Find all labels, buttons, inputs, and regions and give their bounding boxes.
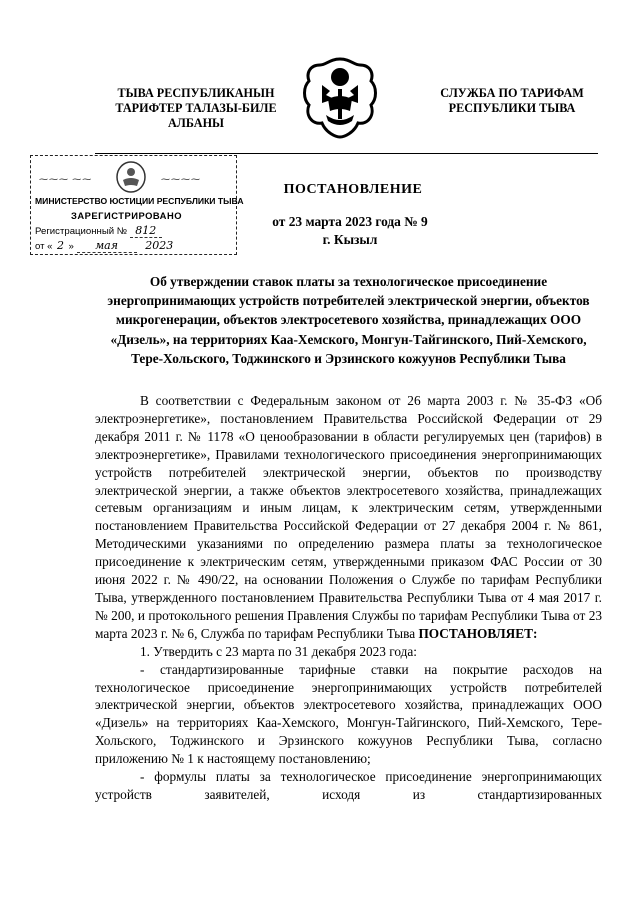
stamp-month: мая — [77, 239, 137, 253]
header-divider — [95, 153, 598, 154]
stamp-date-mid: » — [68, 241, 74, 252]
item-1-bullet-1: - стандартизированные тарифные ставки на покрытие расходов на технологическое присоединение энергопринимающих устройств потребителей электрической энергии, объектов электросетевого хозяйства, принадлежащих ООО «Дизель» на территориях Каа-Хемского, Монгун-Тайгинского, Пий-Хемского, Тере-Хольского, Тоджинского и Эрзинского кожуунов Республики Тыва, согласно приложению № 1 к настоящему постановлению; — [95, 661, 602, 767]
header-left-line: ТЫВА РЕСПУБЛИКАНЫН — [117, 86, 275, 100]
preamble-text: В соответствии с Федеральным законом от 26 марта 2003 г. № 35-ФЗ «Об электроэнергетике», постановлением Правительства Российской Федерации от 29 декабря 2011 г. № 1178 «О ценообразовании в области регулируемых цен (тарифов) в электроэнергетике», Правилами технологического присоединения энергопринимающих устройств потребителей электрической энергии, объектов по производству электрической энергии, а также объектов электросетевого хозяйства, принадлежащих сетевым организациям и иным лицам, к электрическим сетям, утвержденными постановлением Правительства Российской Федерации от 27 декабря 2004 г. № 861, Методическими указаниями по определению размера платы за технологическое присоединение к электрическим сетям, утвержденными приказом ФАС России от 30 июня 2022 г. № 490/22, на основании Положения о Службе по тарифам Республики Тыва, утвержденного постановлением Правительства Республики Тыва от 4 мая 2017 г. № 200, и протокольного решения Правления Службы по тарифам Республики Тыва от 23 марта 2023 г. № 6, Служба по тарифам Республики Тыва — [95, 393, 602, 641]
item-1: 1. Утвердить с 23 марта по 31 декабря 2023 года: — [140, 643, 417, 659]
header-right-line: СЛУЖБА ПО ТАРИФАМ — [440, 86, 584, 100]
header-left-org — [96, 86, 296, 131]
header-left-line: АЛБАНЫ — [167, 116, 225, 130]
document-type: ПОСТАНОВЛЕНИЕ — [283, 182, 423, 197]
stamp-emblem-icon — [111, 160, 151, 194]
stamp-date-line — [35, 239, 179, 253]
document-subject: Об утверждении ставок платы за технологическое присоединение энергопринимающих устройств потребителей электрической энергии, объектов микрогенерации, объектов электросетевого хозяйства, принадлежащих ООО «Дизель», на территориях Каа-Хемского, Монгун-Тайгинского, Пий-Хемского, Тере-Хольского, Тоджинского и Эрзинского кожуунов Республики Тыва — [107, 274, 590, 366]
stamp-date-prefix: от « — [35, 241, 53, 252]
registration-stamp — [30, 155, 244, 255]
coat-of-arms-icon — [300, 55, 380, 139]
stamp-decoration: ⁓⁓⁓⁓ — [161, 174, 201, 184]
header-right-line: РЕСПУБЛИКИ ТЫВА — [448, 101, 576, 115]
stamp-registered: ЗАРЕГИСТРИРОВАНО — [71, 210, 183, 221]
resolves-keyword: ПОСТАНОВЛЯЕТ: — [418, 625, 538, 641]
document-date-number: от 23 марта 2023 года № 9 — [272, 214, 428, 229]
header-right-org — [412, 86, 612, 116]
item-1-bullet-2: - формулы платы за технологическое присоединение энергопринимающих устройств заявителей, исходя из стандартизированных — [95, 769, 602, 802]
stamp-reg-line — [35, 224, 162, 238]
stamp-reg-number: 812 — [130, 224, 162, 238]
document-body — [95, 392, 602, 804]
stamp-decoration: ⁓⁓⁓ ⁓⁓ — [39, 174, 93, 184]
header-left-line: ТАРИФТЕР ТАЛАЗЫ-БИЛЕ — [115, 101, 277, 115]
document-city: г. Кызыл — [322, 232, 378, 247]
stamp-ministry: МИНИСТЕРСТВО ЮСТИЦИИ РЕСПУБЛИКИ ТЫВА — [35, 196, 244, 206]
preamble-paragraph — [95, 392, 602, 643]
stamp-reg-label: Регистрационный № — [35, 226, 128, 237]
stamp-day: 2 — [57, 239, 65, 252]
stamp-year: 2023 — [145, 239, 174, 252]
